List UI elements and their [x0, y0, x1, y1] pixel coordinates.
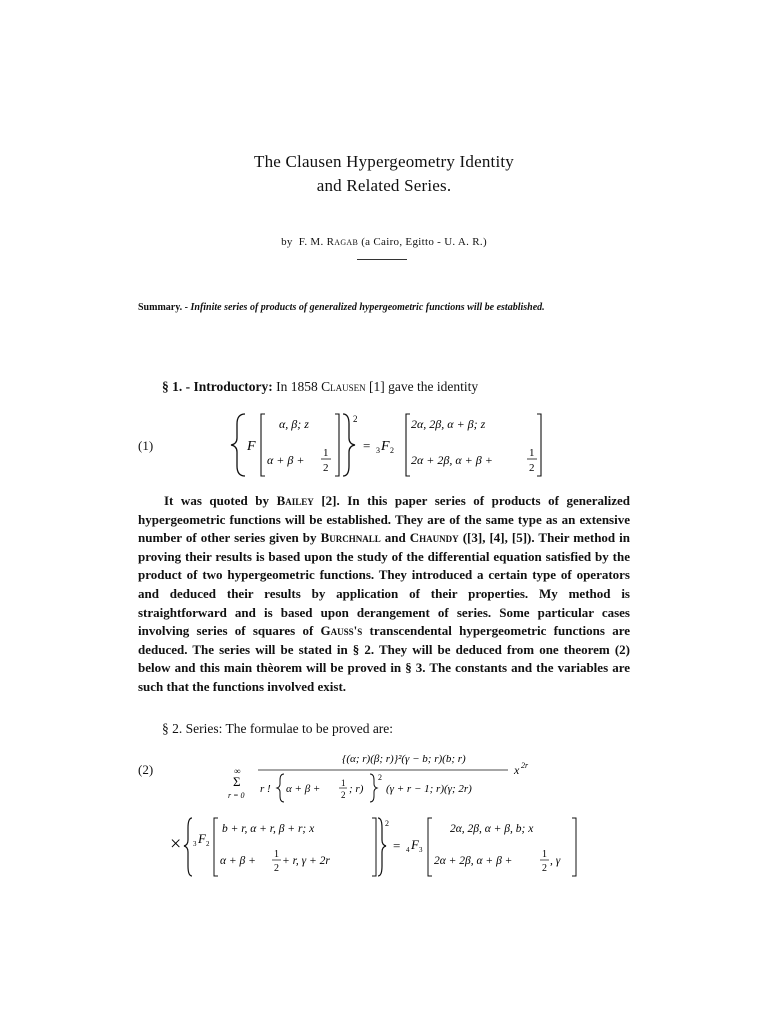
eq2-den-right-brace: [370, 774, 377, 802]
para-gauss: Gauss's: [320, 623, 363, 639]
eq1-rhs-sub-right: 2: [390, 446, 394, 455]
eq2-lhs-sub-right: 2: [206, 840, 210, 848]
eq2-lhs-bottom-b: + r, γ + 2r: [282, 855, 330, 867]
eq1-lhs-F: F: [247, 439, 256, 454]
equation-1: [225, 408, 555, 480]
intro-paragraph: [138, 492, 630, 697]
title-divider: [357, 259, 407, 260]
para-bailey: Bailey: [276, 493, 314, 508]
paper-title-line1: The Clausen Hypergeometry Identity: [254, 152, 514, 171]
author-initials: F. M.: [298, 236, 324, 248]
summary-text: Infinite series of products of generalized hypergeometric functions will be established.: [190, 302, 545, 313]
eq1-rhs-half-num: 1: [529, 447, 535, 459]
eq1-rhs-bracket-right: [537, 414, 541, 476]
eq2-den-mid-a: α + β +: [286, 783, 321, 795]
section1-text-before: In 1858: [276, 379, 318, 394]
eq2-den-half-num: 1: [341, 778, 346, 788]
para-s2: [2]. In this paper series of products of generalized hypergeometric functions will be established. They are of the same type as an extensive number of other series given by: [138, 493, 631, 546]
eq1-rhs-sub-left: 3: [376, 446, 380, 455]
eq2-den-mid-b: ; r): [349, 783, 364, 795]
eq2-den-left: r !: [260, 783, 271, 795]
para-s5: transcendental hypergeometric functions are deduced. The series will be stated in § 2. They will be deduced from one theorem (2) below and this main thèorem will be proved in § 3. The constants and the variables are such that the functions involved exist.: [138, 623, 630, 694]
eq1-lhs-bracket-right: [335, 414, 339, 476]
eq2-sum-bottom: r = 0: [228, 791, 245, 800]
eq2-den-half-den: 2: [341, 790, 346, 800]
eq1-lhs-bracket-left: [261, 414, 265, 476]
eq2-lhs-top: b + r, α + r, β + r; x: [222, 823, 315, 835]
eq2-lhs-bottom-a: α + β +: [220, 855, 256, 867]
eq2-rhs-half-den: 2: [542, 863, 547, 874]
section1-text-after: [1] gave the identity: [369, 379, 479, 394]
author-surname: Ragab: [326, 236, 359, 248]
section1-title: § 1. - Introductory:: [162, 379, 273, 394]
eq2-exp: 2: [385, 819, 389, 828]
eq2-lhs-bracket-left: [214, 818, 218, 876]
eq2-x: x: [514, 763, 520, 777]
para-burchnall: Burchnall: [320, 530, 381, 546]
eq2-rhs-half-num: 1: [542, 849, 547, 860]
eq2-x-exp: 2r: [521, 761, 529, 770]
equation-2-series: [228, 748, 548, 808]
eq2-lhs-half-den: 2: [274, 863, 279, 874]
para-s4: ([3], [4], [5]). Their method in proving their results is based upon the study of the differential equation satisfied by the product of two hypergeometric functions. They introduced a certain type of operators and deduced their results by application of their properties. My method is straightforward and is based upon derangement of series. Some particular cases involving series of squares of: [138, 530, 631, 639]
eq2-lhs-half-num: 1: [274, 849, 279, 860]
eq2-sum-symbol: Σ: [233, 774, 241, 789]
para-s1: It was quoted by: [164, 493, 270, 508]
eq2-den-exp: 2: [378, 773, 382, 782]
section1-clausen: Clausen: [321, 379, 366, 394]
eq2-rhs-sub-right: 3: [419, 846, 423, 854]
eq2-lhs-bracket-right: [372, 818, 376, 876]
eq2-rhs-bracket-right: [572, 818, 576, 876]
eq2-lhs-F: F: [198, 831, 206, 846]
summary-label: Summary. -: [138, 302, 188, 313]
eq1-lhs-half-num: 1: [323, 447, 329, 459]
eq1-lhs-top: α, β; z: [279, 417, 309, 431]
eq1-rhs-F: F: [381, 439, 390, 454]
eq1-lhs-half-den: 2: [323, 462, 329, 474]
section1-heading: [162, 379, 478, 395]
eq2-rhs-bottom-b: , γ: [550, 855, 561, 867]
eq2-equals: =: [393, 838, 401, 853]
eq2-rhs-sub-left: 4: [406, 846, 410, 854]
eq1-exp: 2: [353, 414, 358, 424]
eq2-rhs-bracket-left: [428, 818, 432, 876]
eq1-lhs-bottom: α + β +: [267, 453, 305, 467]
eq1-rhs-half-den: 2: [529, 462, 535, 474]
eq2-times: ×: [170, 833, 182, 855]
eq2-lhs-sub-left: 3: [193, 840, 197, 848]
para-s3: and: [384, 530, 406, 546]
eq2-rhs-bottom-a: 2α + 2β, α + β +: [434, 855, 513, 867]
eq1-left-brace: [231, 414, 245, 476]
equation-2-product: [168, 812, 588, 878]
para-chaundy: Chaundy: [409, 530, 459, 546]
eq1-rhs-top: 2α, 2β, α + β; z: [411, 417, 486, 431]
eq1-rhs-bracket-left: [406, 414, 410, 476]
eq2-number: (2): [138, 762, 154, 777]
eq1-rhs-bottom: 2α + 2β, α + β +: [411, 453, 493, 467]
byline-by: by: [281, 236, 293, 248]
paper-title-line2: and Related Series.: [316, 176, 452, 195]
eq1-number: (1): [138, 438, 154, 453]
section2-heading: § 2. Series: The formulae to be proved are:: [162, 721, 394, 736]
eq2-den-left-brace: [277, 774, 284, 802]
eq2-lhs-brace-left: [184, 818, 192, 876]
eq1-equals: =: [363, 438, 371, 453]
eq2-sum-top: ∞: [234, 766, 241, 776]
eq2-numerator: {(α; r)(β; r)}²(γ − b; r)(b; r): [342, 753, 466, 765]
summary: [138, 300, 630, 315]
byline: [0, 236, 768, 248]
eq2-den-right: (γ + r − 1; r)(γ; 2r): [386, 783, 472, 795]
author-affiliation: (a Cairo, Egitto - U. A. R.): [361, 236, 487, 248]
eq2-rhs-F: F: [411, 837, 419, 852]
eq2-rhs-top: 2α, 2β, α + β, b; x: [450, 823, 534, 835]
